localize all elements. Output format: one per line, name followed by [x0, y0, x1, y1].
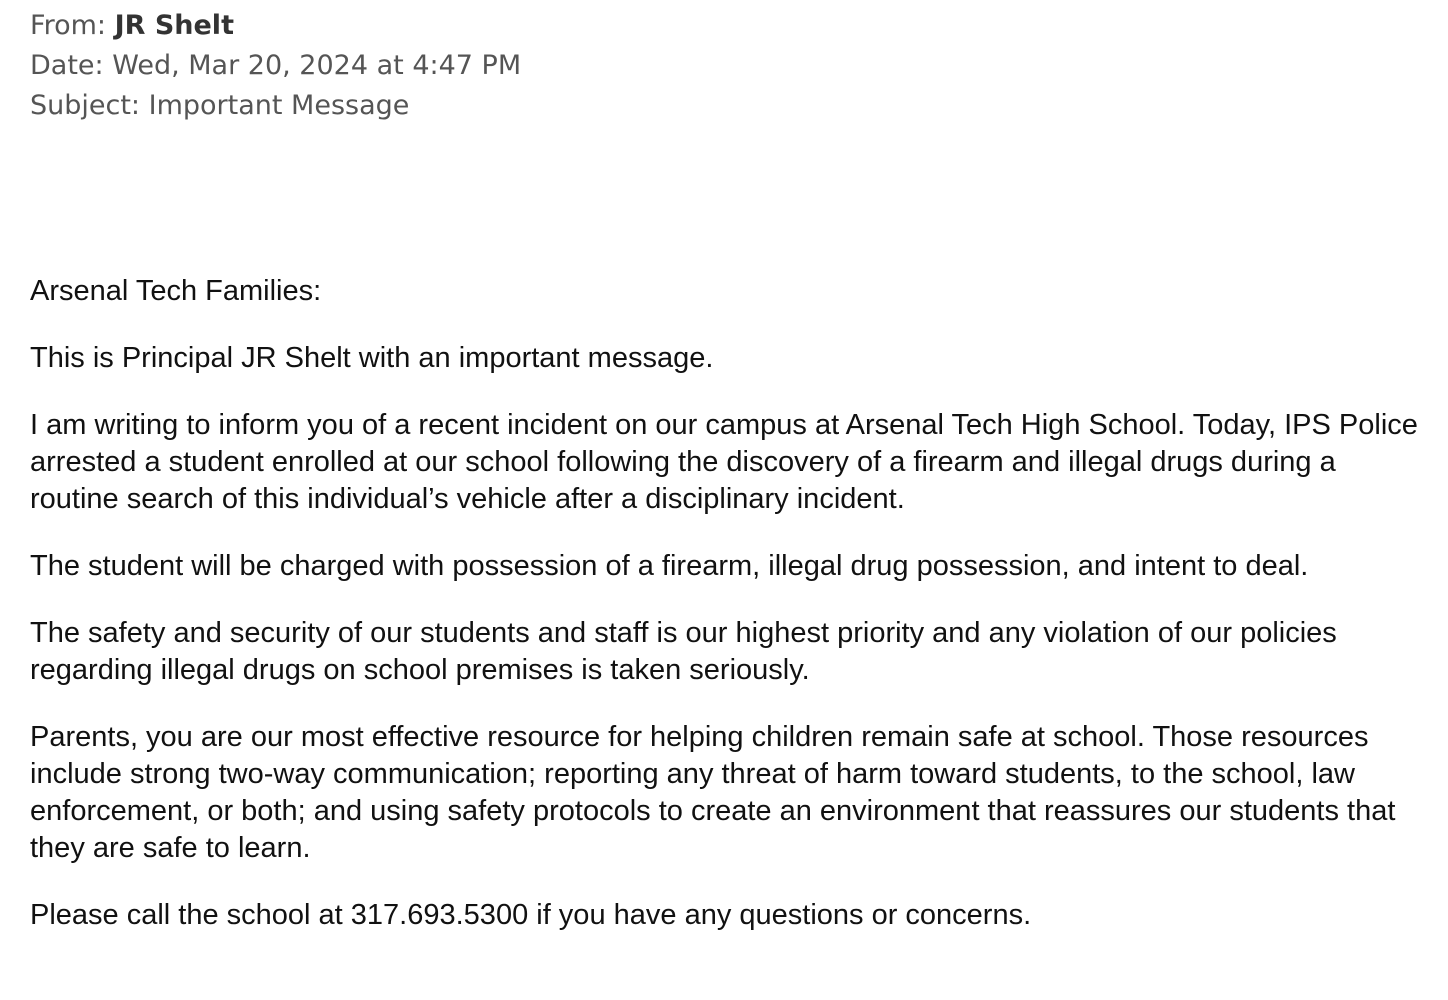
- greeting: Arsenal Tech Families:: [30, 275, 322, 307]
- paragraph-parents: Parents, you are our most effective resource for helping children remain safe at school. Those resources include strong two-way communication; reporting any threat of harm toward students, to the school, law enforcement, or both; and using safety protocols to create an environment that reassures our students that they are safe to learn.: [30, 721, 1396, 864]
- from-label: From:: [30, 10, 106, 41]
- subject-label: Subject:: [30, 90, 141, 121]
- from-row: [30, 6, 521, 46]
- date-label: Date:: [30, 50, 104, 81]
- email-header: [30, 6, 521, 126]
- sender-name[interactable]: JR Shelt: [114, 10, 234, 41]
- paragraph-charges: The student will be charged with possession of a firearm, illegal drug possession, and intent to deal.: [30, 550, 1309, 582]
- date-row: [30, 46, 521, 86]
- paragraph-intro: This is Principal JR Shelt with an important message.: [30, 342, 714, 374]
- paragraph-contact: Please call the school at 317.693.5300 if you have any questions or concerns.: [30, 899, 1032, 931]
- subject-row: [30, 86, 521, 126]
- paragraph-incident: I am writing to inform you of a recent incident on our campus at Arsenal Tech High School. Today, IPS Police arrested a student enrolled at our school following the discovery of a firearm and illegal drugs during a routine search of this individual’s vehicle after a disciplinary incident.: [30, 409, 1418, 515]
- subject-value: Important Message: [148, 90, 410, 121]
- email-body: [30, 273, 1422, 964]
- paragraph-safety: The safety and security of our students and staff is our highest priority and any violation of our policies regarding illegal drugs on school premises is taken seriously.: [30, 617, 1337, 686]
- date-value: Wed, Mar 20, 2024 at 4:47 PM: [112, 50, 522, 81]
